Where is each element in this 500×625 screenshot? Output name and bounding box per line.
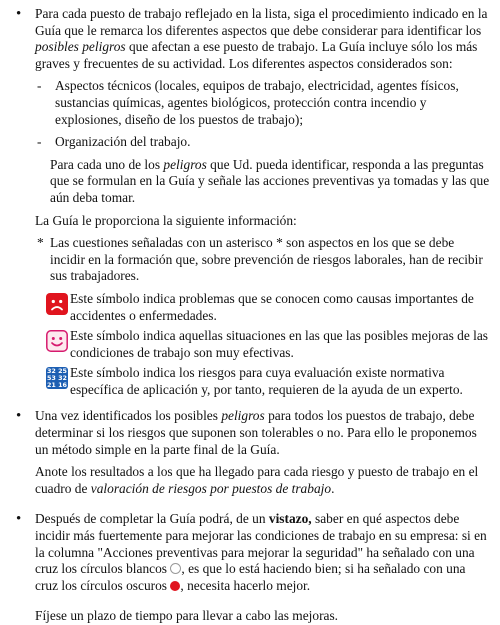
list-item-organization: - Organización del trabajo. [37, 134, 191, 150]
list-item-asterisk: * Las cuestiones señaladas con un asterisco * son aspectos en los que se debe incidir en la formación que, sobre prevención de riesgos laborales, han de recibir sus trabajadores. [37, 235, 483, 284]
happy-face-icon [46, 330, 68, 352]
paragraph-info-intro: La Guía le proporciona la siguiente información: [35, 212, 297, 228]
regulation-icon: 32 25 53 32 21 16 [46, 367, 67, 390]
paragraph-overview: • Después de completar la Guía podrá, de un vistazo, saber en qué aspectos debe incidir más fuertemente para mejorar las condiciones de trabajo en su empresa: si en la columna "Acciones preventivas para mejorar la seguridad" ha señalado con una cruz los círculos blancos , es que lo está haciendo bien; si ha señalado con una cruz los círculos oscuros , necesita hacerlo mejor. [16, 511, 487, 593]
paragraph-procedure: • Para cada puesto de trabajo reflejado en la lista, siga el procedimiento indicado en la Guía que le remarca los diferentes aspectos que debe considerar para identificar los posibles peligros que afectan a ese puesto de trabajo. La Guía incluye sólo los más graves y frecuentes de su actividad. Los diferentes aspectos considerados son: [16, 6, 488, 71]
paragraph-deadline: Fíjese un plazo de tiempo para llevar a cabo las mejoras. [35, 608, 339, 624]
list-item-technical: - Aspectos técnicos (locales, equipos de trabajo, electricidad, agentes físicos, sustancias químicas, agentes biológicos, protección contra incendio y explosiones, diseño de los puestos de trabajo); [37, 78, 459, 127]
paragraph-tolerable: • Una vez identificados los posibles peligros para todos los puestos de trabajo, debe determinar si los riesgos que suponen son tolerables o no. Para ello le proponemos un método simple en la parte final de la Guía. [16, 408, 477, 457]
sad-face-icon [46, 293, 68, 315]
bullet: • [16, 408, 22, 425]
symbol-row-happy: Este símbolo indica aquellas situaciones en las que las posibles mejoras de las condiciones de trabajo son muy efectivas. [10, 328, 490, 361]
bullet: • [16, 6, 22, 22]
symbol-row-regulation: 32 25 53 32 21 16 Este símbolo indica los riesgos para cuya evaluación existe normativa específica de aplicación y, por tanto, requieren de la ayuda de un experto. [46, 365, 463, 397]
paragraph-results: Anote los resultados a los que ha llegado para cada riesgo y puesto de trabajo en el cuadro de valoración de riesgos por puestos de trabajo. [35, 464, 479, 496]
white-circle-icon [170, 563, 181, 574]
bullet: • [16, 511, 22, 528]
dark-circle-icon [170, 581, 180, 591]
paragraph-dangers: Para cada uno de los peligros que Ud. pueda identificar, responda a las preguntas que se formulan en la Guía y señale las acciones preventivas ya tomadas y las que aún deba tomar. [50, 156, 490, 205]
symbol-row-sad: Este símbolo indica problemas que se conocen como causas importantes de accidentes o enfermedades. [10, 291, 490, 324]
